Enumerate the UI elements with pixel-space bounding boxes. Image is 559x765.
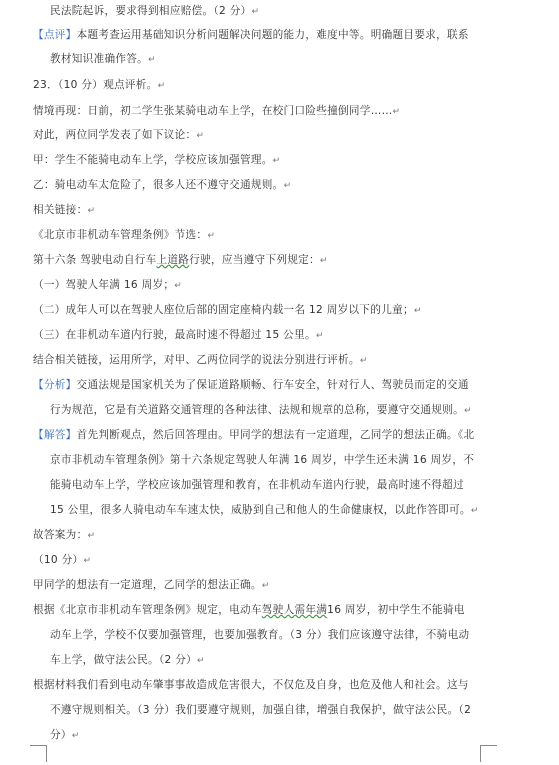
- text-line: 乙：骑电动车太危险了，很多人还不遵守交通规则。↵: [33, 179, 292, 191]
- text-line: 能骑电动车上学，学校应该加强管理和教育，在非机动车道内行驶，最高时速不得超过: [50, 479, 464, 491]
- text-line: 根据材料我们看到电动车肇事事故造成危害很大，不仅危及自身，也危及他人和社会。这与: [33, 679, 469, 691]
- analysis-tag: 【分析】: [33, 379, 77, 391]
- text-line: 不遵守规则相关。（3 分）我们要遵守规则，加强自律，增强自我保护，做守法公民。（2: [50, 704, 472, 716]
- text-line: （三）在非机动车道内行驶，最高时速不得超过 15 公里。↵: [33, 329, 324, 341]
- text-line: 甲同学的想法有一定道理，乙同学的想法正确。↵: [33, 579, 270, 591]
- text-line: 15 公里，很多人骑电动车车速太快，威胁到自己和他人的生命健康权，以此作答即可。↵: [50, 504, 479, 516]
- text-line: （二）成年人可以在驾驶人座位后部的固定座椅内载一名 12 周岁以下的儿童；↵: [33, 304, 422, 316]
- page-corner-mark-left: [30, 745, 47, 762]
- comment-heading-line: 【点评】本题考查运用基础知识分析问题解决问题的能力，难度中等。明确题目要求，联系: [33, 29, 469, 41]
- page-corner-mark-right: [480, 745, 497, 762]
- text-line: 民法院起诉，要求得到相应赔偿。（2 分）↵: [50, 5, 260, 17]
- text-line: 《北京市非机动车管理条例》节选：↵: [33, 229, 216, 241]
- text-line: 教材知识准确作答。↵: [50, 53, 156, 65]
- text-line: 车上学，做守法公民。（2 分）↵: [50, 654, 205, 666]
- text-line: 相关链接：↵: [33, 204, 96, 216]
- text-line: 动车上学，学校不仅要加强管理，也要加强教育。（3 分）我们应该遵守法律，不骑电动: [50, 629, 470, 641]
- question-title: 23．（10 分）观点评析。↵: [33, 79, 166, 91]
- text-line: 根据《北京市非机动车管理条例》规定，电动车驾驶人需年满16 周岁，初中学生不能骑电: [33, 604, 465, 616]
- answer-tag: 【解答】: [33, 429, 77, 441]
- analysis-heading-line: 【分析】交通法规是国家机关为了保证道路顺畅、行车安全，针对行人、驾驶员而定的交通: [33, 379, 469, 391]
- text-line: 行为规范，它是有关道路交通管理的各种法律、法规和规章的总称，要遵守交通规则。↵: [50, 404, 472, 416]
- text-line: （一）驾驶人年满 16 周岁；↵: [33, 279, 183, 291]
- text-line: 故答案为：↵: [33, 529, 96, 541]
- comment-tag: 【点评】: [33, 29, 77, 41]
- text-line: 情境再现：日前，初二学生张某骑电动车上学，在校门口险些撞倒同学……↵: [33, 105, 401, 117]
- text-line: 分）↵: [50, 729, 80, 741]
- text-line: 京市非机动车管理条例》第十六条规定驾驶人年满 16 周岁，中学生还未满 16 周岁，不: [50, 454, 475, 466]
- answer-heading-line: 【解答】首先判断观点，然后回答理由。甲同学的想法有一定道理，乙同学的想法正确。《北: [33, 429, 475, 441]
- text-line: 第十六条 驾驶电动自行车上道路行驶，应当遵守下列规定：↵: [33, 254, 328, 266]
- text-line: （10 分）↵: [33, 554, 92, 566]
- text-line: 甲：学生不能骑电动车上学，学校应该加强管理。↵: [33, 154, 281, 166]
- text-line: 结合相关链接，运用所学，对甲、乙两位同学的说法分别进行评析。↵: [33, 354, 368, 366]
- text-line: 对此，两位同学发表了如下议论：↵: [33, 129, 205, 141]
